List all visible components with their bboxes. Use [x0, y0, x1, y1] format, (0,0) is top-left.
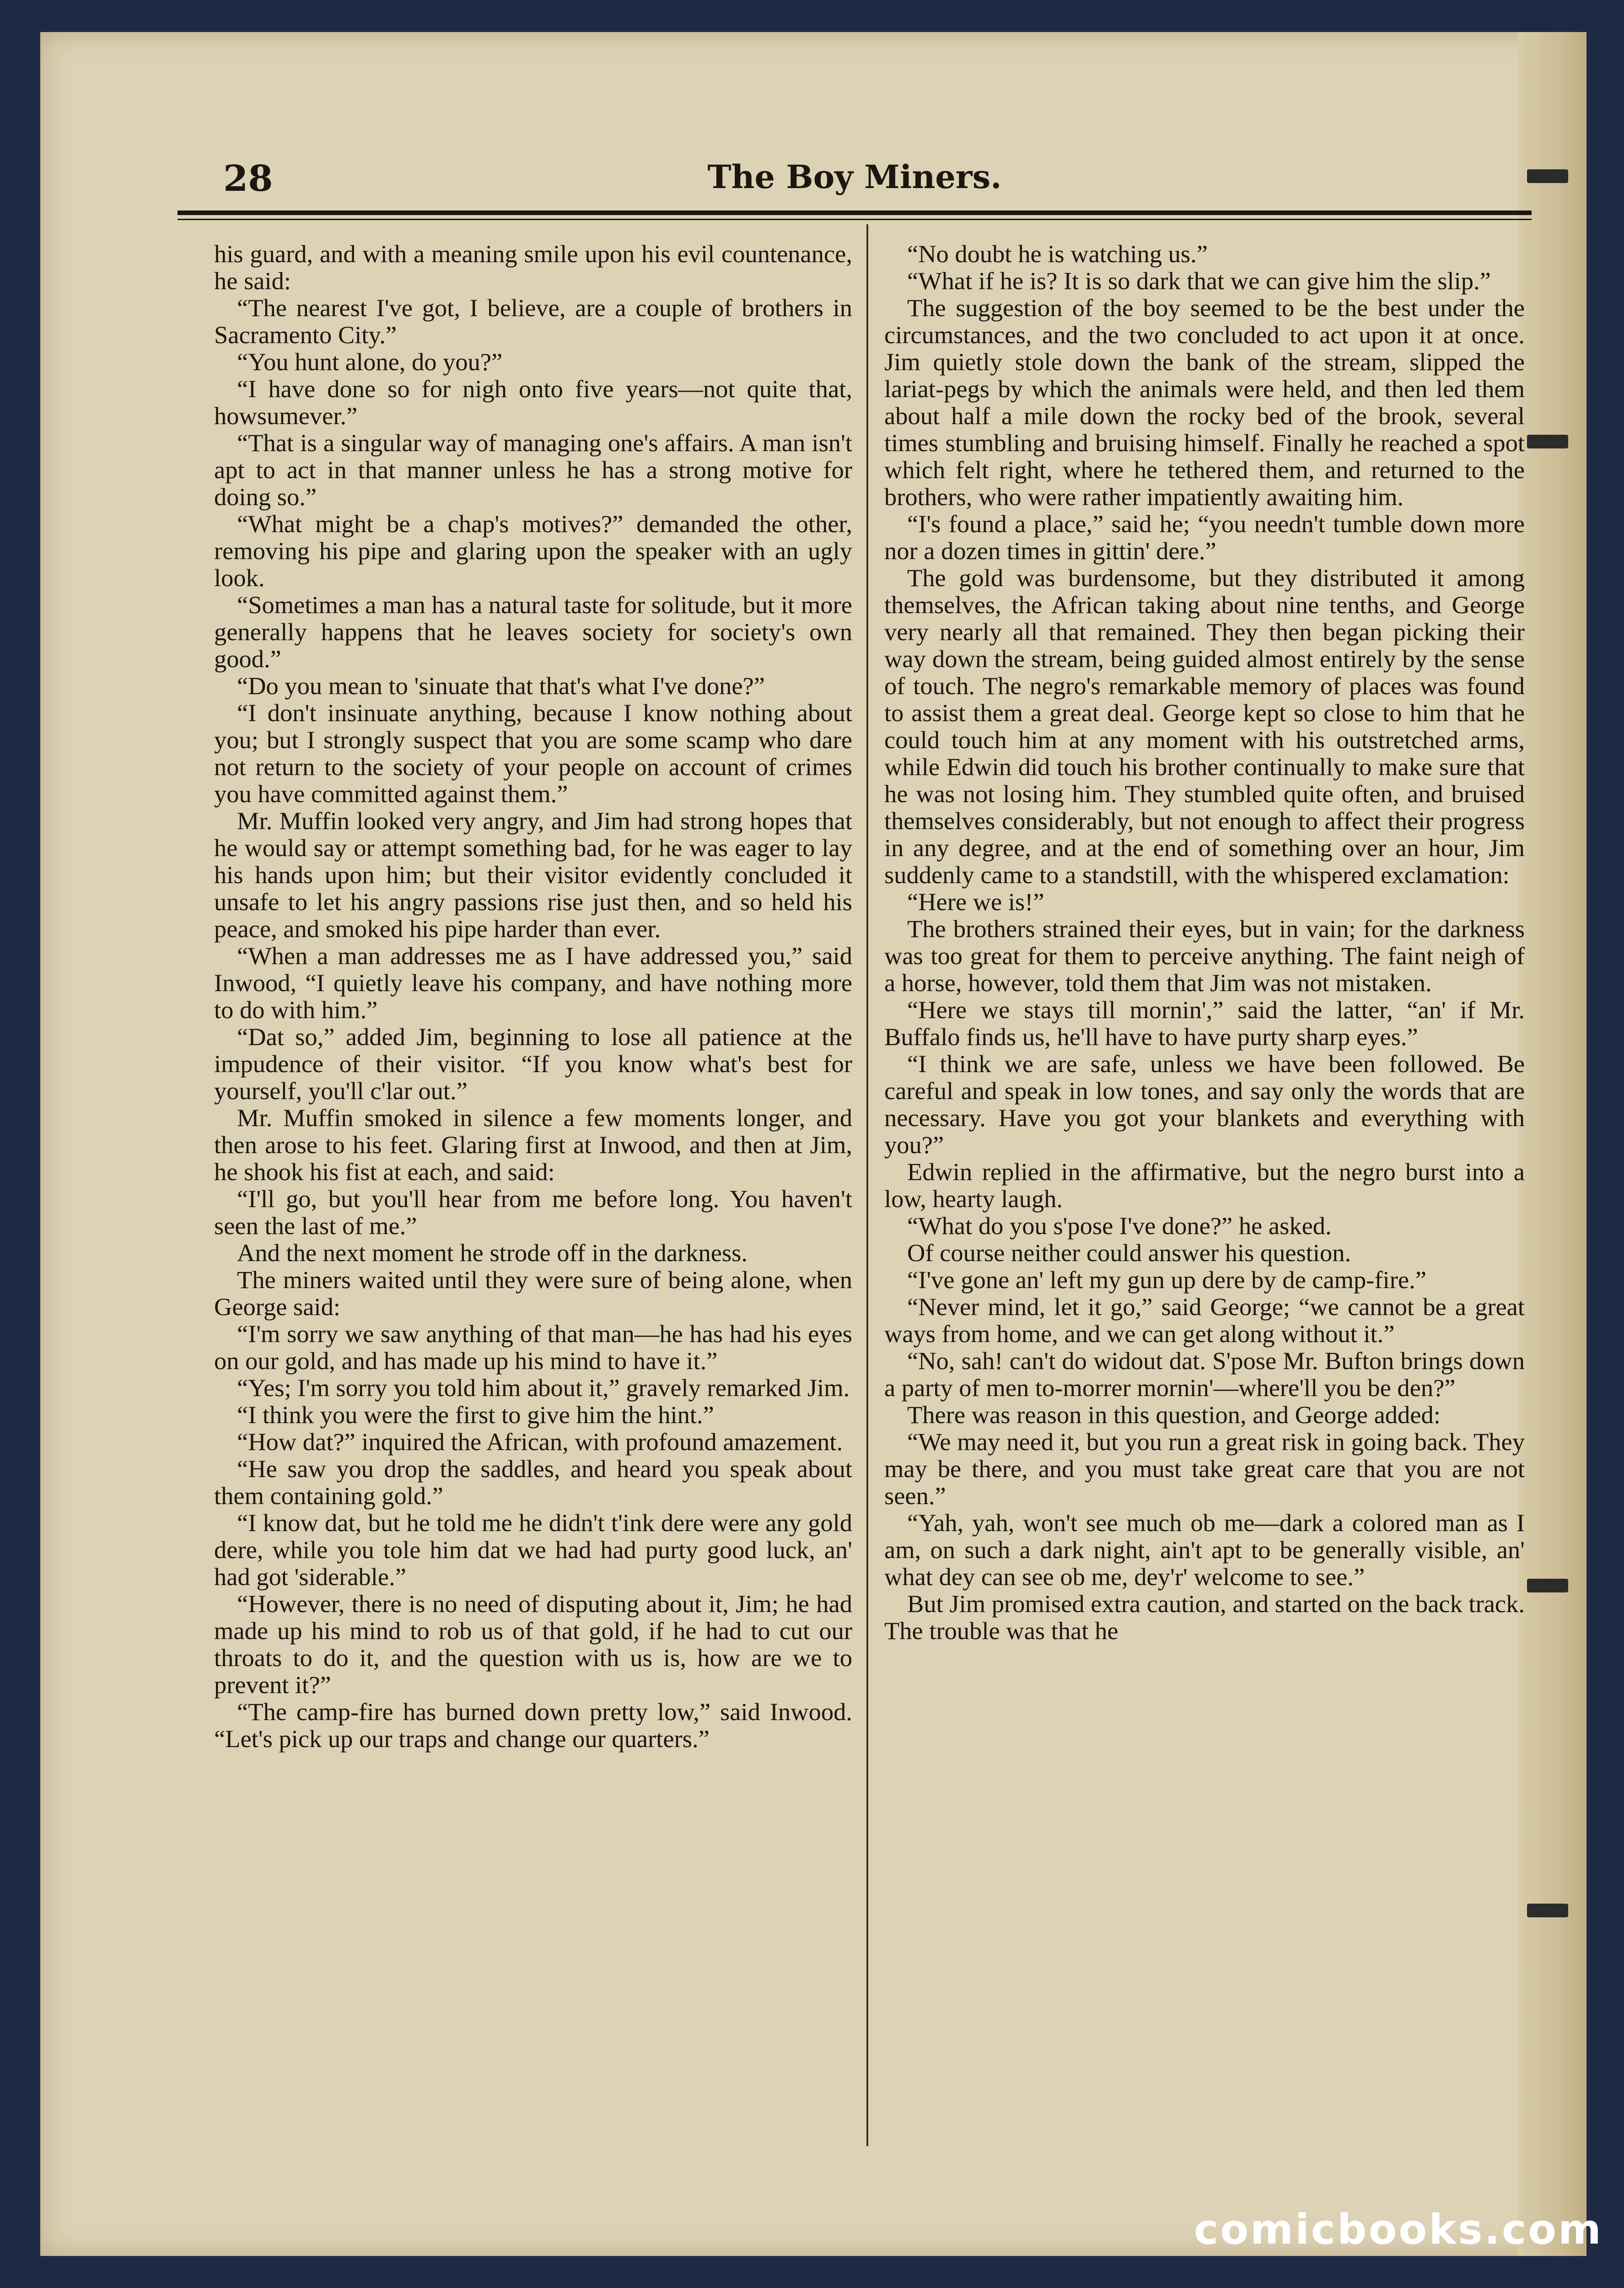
watermark: comicbooks.com [1194, 2206, 1603, 2254]
paragraph: “Sometimes a man has a natural taste for solitude, but it more generally happens that he leaves society for society's own good.” [214, 591, 852, 673]
paragraph: “How dat?” inquired the African, with profound amazement. [237, 1428, 843, 1456]
paragraph: “I'll go, but you'll hear from me before long. You haven't seen the last of me.” [214, 1185, 852, 1240]
paragraph: “That is a singular way of managing one's affairs. A man isn't apt to act in that manner unless he has a strong motive for doing so.” [214, 429, 852, 511]
paragraph: The gold was burdensome, but they distributed it among themselves, the African taking about nine tenths, and George very nearly all that remained. They then began picking their way down the stream, being guided almost entirely by the sense of touch. The negro's remarkable memory of places was found to assist them a great deal. George kept so close to him that he could touch him at any moment with his outstretched arms, while Edwin did touch his brother continually to make sure that he was not losing him. They stumbled quite often, and bruised themselves considerably, but not enough to affect their progress in any degree, and at the end of something over an hour, Jim suddenly came to a standstill, with the whispered exclamation: [884, 564, 1525, 889]
paragraph: “I'm sorry we saw anything of that man—he has had his eyes on our gold, and has made up his mind to have it.” [214, 1320, 852, 1375]
paragraph: “Here we stays till mornin',” said the latter, “an' if Mr. Buffalo finds us, he'll have to have purty sharp eyes.” [884, 996, 1525, 1051]
paragraph: “I think you were the first to give him the hint.” [237, 1401, 714, 1429]
staple [1527, 1904, 1568, 1917]
paragraph: “I know dat, but he told me he didn't t'ink dere were any gold dere, while you tole him dat we had had purty good luck, an' had got 'siderable.” [214, 1509, 852, 1591]
paragraph: “The nearest I've got, I believe, are a couple of brothers in Sacramento City.” [214, 294, 852, 349]
paragraph: “Never mind, let it go,” said George; “we cannot be a great ways from home, and we can get along without it.” [884, 1293, 1525, 1348]
paragraph: “I've gone an' left my gun up dere by de camp-fire.” [907, 1266, 1426, 1294]
staple [1527, 435, 1568, 448]
paragraph: And the next moment he strode off in the darkness. [237, 1239, 747, 1267]
paragraph: “Yes; I'm sorry you told him about it,” gravely remarked Jim. [237, 1374, 850, 1402]
left-column [214, 240, 852, 1752]
paragraph: The miners waited until they were sure of being alone, when George said: [214, 1266, 852, 1321]
paragraph: “Dat so,” added Jim, beginning to lose all patience at the impudence of their visitor. “If you know what's best for yourself, you'll c'lar out.” [214, 1023, 852, 1105]
paragraph: “We may need it, but you run a great risk in going back. They may be there, and you must take great care that you are not seen.” [884, 1428, 1525, 1510]
paragraph: “No doubt he is watching us.” [907, 240, 1208, 268]
paragraph: “Here we is!” [907, 888, 1044, 916]
paragraph: Mr. Muffin smoked in silence a few moments longer, and then arose to his feet. Glaring first at Inwood, and then at Jim, he shook his fist at each, and said: [214, 1104, 852, 1186]
header-rule-thin [177, 219, 1532, 220]
paragraph: Mr. Muffin looked very angry, and Jim had strong hopes that he would say or attempt something bad, for he was eager to lay his hands upon him; but their visitor evidently concluded it unsafe to let his angry passions rise just then, and so held his peace, and smoked his pipe harder than ever. [214, 807, 852, 943]
column-divider [866, 224, 868, 2146]
paragraph: “Yah, yah, won't see much ob me—dark a colored man as I am, on such a dark night, ain't apt to be generally visible, an' what dey can see ob me, dey'r' welcome to see.” [884, 1509, 1525, 1591]
paragraph: “You hunt alone, do you?” [237, 348, 503, 376]
paragraph: Of course neither could answer his question. [907, 1239, 1351, 1267]
paragraph: his guard, and with a meaning smile upon his evil countenance, he said: [214, 240, 852, 295]
page-number: 28 [223, 158, 273, 200]
paragraph: “What if he is? It is so dark that we can give him the slip.” [907, 267, 1491, 295]
paragraph: But Jim promised extra caution, and started on the back track. The trouble was that he [884, 1590, 1525, 1645]
right-column [884, 240, 1525, 1644]
paragraph: “What do you s'pose I've done?” he asked. [907, 1212, 1332, 1240]
paragraph: There was reason in this question, and George added: [907, 1401, 1441, 1429]
paragraph: “I don't insinuate anything, because I know nothing about you; but I strongly suspect that you are some scamp who dare not return to the society of your people on account of crimes you have committed against them.” [214, 699, 852, 808]
staple [1527, 169, 1568, 183]
paragraph: “I have done so for nigh onto five years—not quite that, howsumever.” [214, 375, 852, 430]
page-header [177, 149, 1532, 208]
paragraph: The suggestion of the boy seemed to be the best under the circumstances, and the two concluded to act upon it at once. Jim quietly stole down the bank of the stream, slipped the lariat-pegs by which the animals were held, and then led them about half a mile down the rocky bed of the brook, several times stumbling and bruising himself. Finally he reached a spot which felt right, where he tethered them, and returned to the brothers, who were rather impatiently awaiting him. [884, 294, 1525, 511]
paragraph: “What might be a chap's motives?” demanded the other, removing his pipe and glaring upon the speaker with an ugly look. [214, 510, 852, 592]
paragraph: “When a man addresses me as I have addressed you,” said Inwood, “I quietly leave his company, and have nothing more to do with him.” [214, 942, 852, 1024]
paragraph: “I think we are safe, unless we have been followed. Be careful and speak in low tones, and say only the words that are necessary. Have you got your blankets and everything with you?” [884, 1050, 1525, 1159]
paragraph: Edwin replied in the affirmative, but the negro burst into a low, hearty laugh. [884, 1158, 1525, 1213]
paragraph: “The camp-fire has burned down pretty low,” said Inwood. “Let's pick up our traps and change our quarters.” [214, 1698, 852, 1753]
paragraph: “No, sah! can't do widout dat. S'pose Mr. Bufton brings down a party of men to-morrer mornin'—where'll you be den?” [884, 1347, 1525, 1402]
paragraph: “Do you mean to 'sinuate that that's what I've done?” [237, 672, 765, 700]
paragraph: “He saw you drop the saddles, and heard you speak about them containing gold.” [214, 1455, 852, 1510]
header-rule [177, 210, 1532, 215]
paragraph: “However, there is no need of disputing about it, Jim; he had made up his mind to rob us of that gold, if he had to cut our throats to do it, and the question with us is, how are we to prevent it?” [214, 1590, 852, 1699]
page-spine [1518, 32, 1586, 2256]
staple [1527, 1579, 1568, 1592]
running-title: The Boy Miners. [707, 158, 1002, 196]
paragraph: The brothers strained their eyes, but in vain; for the darkness was too great for them to perceive anything. The faint neigh of a horse, however, told them that Jim was not mistaken. [884, 915, 1525, 997]
paragraph: “I's found a place,” said he; “you needn't tumble down more nor a dozen times in gittin' dere.” [884, 510, 1525, 565]
book-page [40, 32, 1586, 2256]
